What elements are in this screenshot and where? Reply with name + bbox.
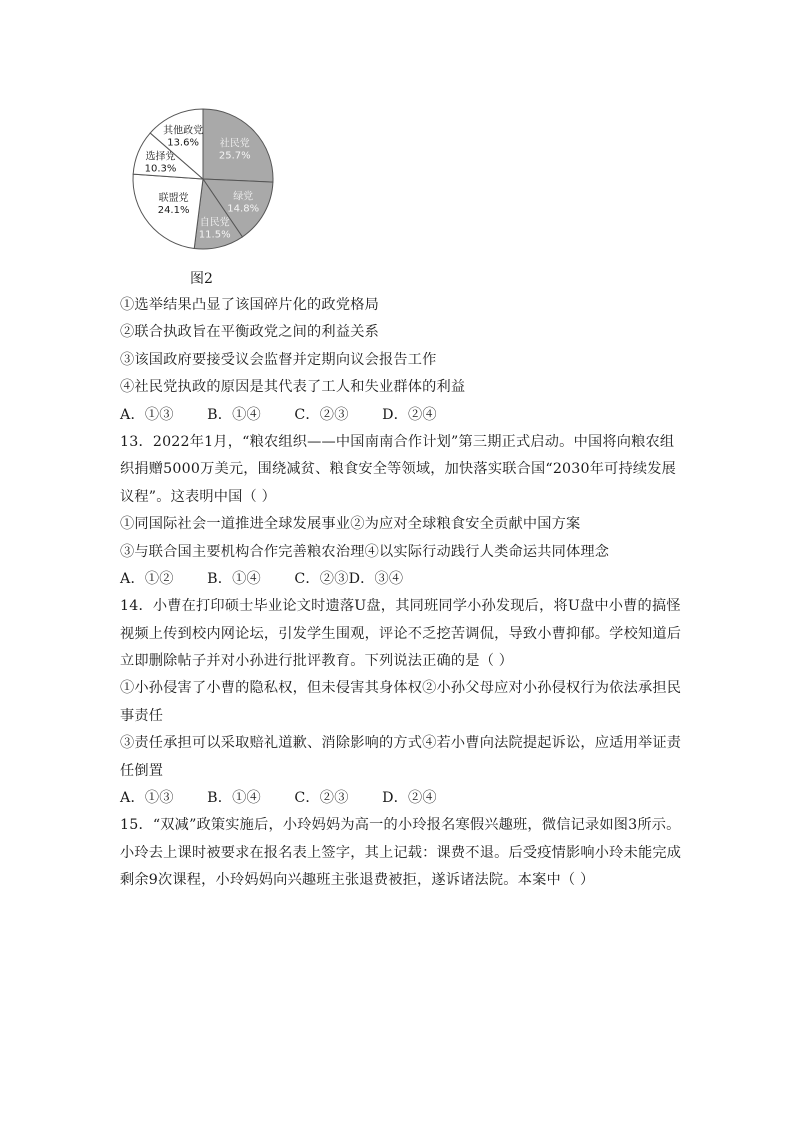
pie-slice-name: 自民党 xyxy=(199,217,230,229)
pie-slice-name: 其他政党 xyxy=(163,125,204,137)
pie-slice-value-label: 13.6% xyxy=(167,137,199,149)
text-line: ③该国政府要接受议会监督并定期向议会报告工作 xyxy=(120,351,437,368)
text-line: 立即删除帖子并对小孙进行批评教育。下列说法正确的是（ ） xyxy=(120,653,514,670)
pie-slice-value-label: 11.5% xyxy=(198,229,231,241)
text-line: A．①② B．①④ C．②③D．③④ xyxy=(120,570,404,587)
pie-slice-value-label: 24.1% xyxy=(157,205,190,217)
text-line: 任倒置 xyxy=(120,762,164,779)
text-line: ①同国际社会一道推进全球发展事业②为应对全球粮食安全贡献中国方案 xyxy=(120,516,581,533)
party-vote-pie-chart xyxy=(128,104,278,254)
text-line: ③责任承担可以采取赔礼道歉、消除影响的方式④若小曹向法院提起诉讼，应适用举证责 xyxy=(120,735,682,752)
text-line: 剩余9次课程，小玲妈妈向兴趣班主张退费被拒，遂诉诸法院。本案中（ ） xyxy=(120,872,595,889)
pie-slice-value-label: 10.3% xyxy=(144,163,177,175)
text-line: ①小孙侵害了小曹的隐私权，但未侵害其身体权②小孙父母应对小孙侵权行为依法承担民 xyxy=(120,680,682,697)
text-line: 织捐赠5000万美元，围绕减贫、粮食安全等领域，加快落实联合国“2030年可持续发展 xyxy=(120,461,677,478)
text-line: 议程”。这表明中国（ ） xyxy=(120,488,277,505)
pie-slice-name: 联盟党 xyxy=(158,193,189,205)
text-line: 14．小曹在打印硕士毕业论文时遗落U盘，其同班同学小孙发现后，将U盘中小曹的搞怪 xyxy=(120,598,681,615)
text-line: 视频上传到校内网论坛，引发学生围观，评论不乏挖苦调侃，导致小曹抑郁。学校知道后 xyxy=(120,625,682,642)
pie-slice-value-label: 14.8% xyxy=(227,203,260,215)
text-line: ①选举结果凸显了该国碎片化的政党格局 xyxy=(120,297,379,313)
text-line: A．①③ B．①④ C．②③ D．②④ xyxy=(120,790,437,807)
text-line: 13．2022年1月，“粮农组织——中国南南合作计划”第三期正式启动。中国将向粮农组 xyxy=(120,433,675,450)
text-line: A．①③ B．①④ C．②③ D．②④ xyxy=(120,406,437,423)
pie-slice-value-label: 25.7% xyxy=(218,150,251,162)
question-text xyxy=(120,292,690,895)
text-line: ④社民党执政的原因是其代表了工人和失业群体的利益 xyxy=(120,379,466,396)
text-line: ③与联合国主要机构合作完善粮农治理④以实际行动践行人类命运共同体理念 xyxy=(120,543,610,560)
pie-slice-name: 绿党 xyxy=(233,191,254,203)
pie-slice-name: 社民党 xyxy=(219,138,250,150)
figure-caption: 图2 xyxy=(190,271,213,287)
text-line: ②联合执政旨在平衡政党之间的利益关系 xyxy=(120,324,379,341)
pie-slice-name: 选择党 xyxy=(145,151,176,163)
text-line: 15．“双减”政策实施后，小玲妈妈为高一的小玲报名寒假兴趣班，微信记录如图3所示。 xyxy=(120,817,681,834)
pie-svg xyxy=(128,104,278,254)
text-line: 事责任 xyxy=(120,707,164,724)
text-line: 小玲去上课时被要求在报名表上签字，其上记载：课费不退。后受疫情影响小玲未能完成 xyxy=(120,844,682,861)
